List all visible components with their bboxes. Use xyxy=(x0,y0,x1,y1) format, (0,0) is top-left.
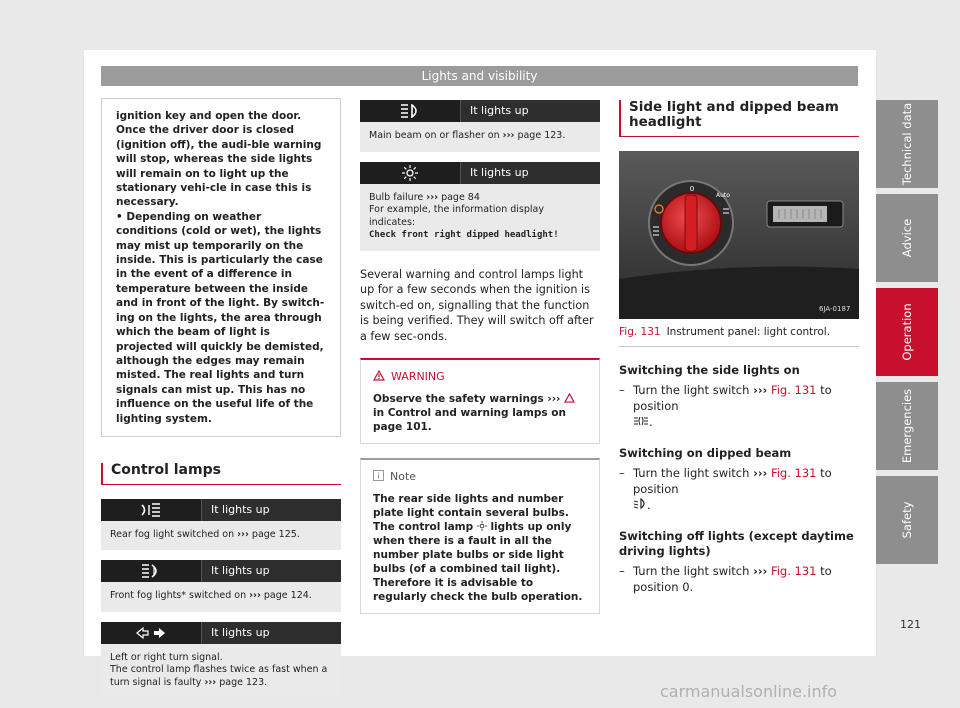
lamp-description: Left or right turn signal. The control lamp flashes twice as fast when a turn signal is faulty ››› page 123. xyxy=(101,644,341,699)
lamp-label: It lights up xyxy=(460,162,600,184)
instruction-side-lights: Switching the side lights on – Turn the light switch ››› Fig. 131 to position . xyxy=(619,363,859,430)
lamp-front-fog xyxy=(101,560,341,612)
tab-emergencies[interactable]: Emergencies xyxy=(876,382,938,470)
instruction-lights-off: Switching off lights (except daytime driving lights) – Turn the light switch ››› Fig. 131 to position 0. xyxy=(619,529,859,595)
page-header: Lights and visibility xyxy=(101,66,858,86)
page-number: 121 xyxy=(900,618,921,631)
warning-triangle-icon xyxy=(373,370,385,381)
lamp-description: Rear fog light switched on ››› page 125. xyxy=(101,521,341,551)
lamp-label: It lights up xyxy=(460,100,600,122)
warning-box xyxy=(360,358,600,444)
display-message: Check front right dipped headlight! xyxy=(369,230,559,240)
chapter-tabs xyxy=(876,100,938,570)
figure-link[interactable]: Fig. 131 xyxy=(770,383,817,397)
watermark: carmanualsonline.info xyxy=(660,682,838,701)
warning-triangle-icon xyxy=(564,393,575,403)
figure-link[interactable]: Fig. 131 xyxy=(770,564,817,578)
page-link[interactable]: page 124. xyxy=(263,590,312,602)
tab-operation[interactable]: Operation xyxy=(876,288,938,376)
lamp-label: It lights up xyxy=(201,622,341,644)
figure-light-control xyxy=(619,151,859,319)
info-paragraph: ignition key and open the door. Once the driver door is closed (ignition off), the audi-ble warning will stop, whereas the side lights will remain on to light up the stationary vehi-cle in case this is necessary. xyxy=(116,110,322,209)
lamp-description: Bulb failure ››› page 84 For example, the information display indicates: Check front right dipped headlight! xyxy=(360,184,600,251)
knob-auto-label: Auto xyxy=(716,192,730,199)
bulb-failure-icon xyxy=(360,162,460,184)
lamp-bulb-failure xyxy=(360,162,600,251)
instruction-dipped-beam: Switching on dipped beam – Turn the light switch ››› Fig. 131 to position . xyxy=(619,446,859,513)
front-fog-icon xyxy=(101,560,201,582)
tab-advice[interactable]: Advice xyxy=(876,194,938,282)
main-beam-icon xyxy=(360,100,460,122)
info-icon xyxy=(373,470,384,481)
rear-fog-icon xyxy=(101,499,201,521)
column-1 xyxy=(101,98,341,698)
figure-link[interactable]: Fig. 131 xyxy=(770,466,817,480)
info-box xyxy=(101,98,341,437)
warning-text: Observe the safety warnings ››› in Control and warning lamps on page 101. xyxy=(373,392,587,434)
dipped-beam-icon xyxy=(633,498,647,509)
tab-safety[interactable]: Safety xyxy=(876,476,938,564)
turn-signal-icon xyxy=(101,622,201,644)
step-dipped-beam: – Turn the light switch ››› Fig. 131 to position . xyxy=(619,466,832,512)
note-text: The rear side lights and number plate light contain several bulbs. The control lamp lights up only when there is a fault in all the number plate bulbs or side light bulbs (of a combined tail light). Therefore it is advisable to regularly check the bulb operation. xyxy=(373,493,583,603)
figure-caption: Fig. 131 Instrument panel: light control. xyxy=(619,325,859,347)
tab-technical-data[interactable]: Technical data xyxy=(876,100,938,188)
lamp-label: It lights up xyxy=(201,499,341,521)
info-bullet: • Depending on weather conditions (cold or wet), the lights may mist up temporarily on the inside. This is particularly the case in the event of a difference in temperature between the inside and in front of the light. By switch-ing on the lights, the area through which the beam of light is projected will quickly be demisted, although the edges may remain misted. The real lights and turn signals can mist up. This has no influence on the useful life of the lighting system. xyxy=(116,210,325,425)
note-box xyxy=(360,458,600,614)
bulb-failure-icon xyxy=(477,521,487,531)
step-side-lights: – Turn the light switch ››› Fig. 131 to position . xyxy=(619,383,832,429)
page-link[interactable]: page 123. xyxy=(219,676,268,688)
lamp-rear-fog xyxy=(101,499,341,551)
figure-code: 6JA-0187 xyxy=(819,305,851,313)
page-link[interactable]: page 125. xyxy=(251,528,300,540)
section-title-side-light: Side light and dipped beam headlight xyxy=(619,100,859,137)
lamp-label: It lights up xyxy=(201,560,341,582)
lamp-turn-signal xyxy=(101,622,341,699)
lamp-description: Front fog lights* switched on ››› page 124. xyxy=(101,582,341,612)
lamp-main-beam xyxy=(360,100,600,152)
page-link[interactable]: page 84 xyxy=(441,191,480,203)
knob-zero-label: 0 xyxy=(689,185,695,193)
lamp-description: Main beam on or flasher on ››› page 123. xyxy=(360,122,600,152)
warning-title: WARNING xyxy=(373,369,587,384)
page-link[interactable]: page 123. xyxy=(517,130,566,141)
body-paragraph: Several warning and control lamps light up for a few seconds when the ignition is switch-ed on, signalling that the function is being verified. They will switch off after a few sec-onds. xyxy=(360,267,594,343)
section-title-control-lamps: Control lamps xyxy=(101,463,341,485)
side-light-icon xyxy=(633,416,649,426)
note-title: Note xyxy=(373,469,587,484)
column-2 xyxy=(360,100,600,614)
column-3 xyxy=(619,100,859,595)
step-lights-off: – Turn the light switch ››› Fig. 131 to position 0. xyxy=(619,564,832,594)
